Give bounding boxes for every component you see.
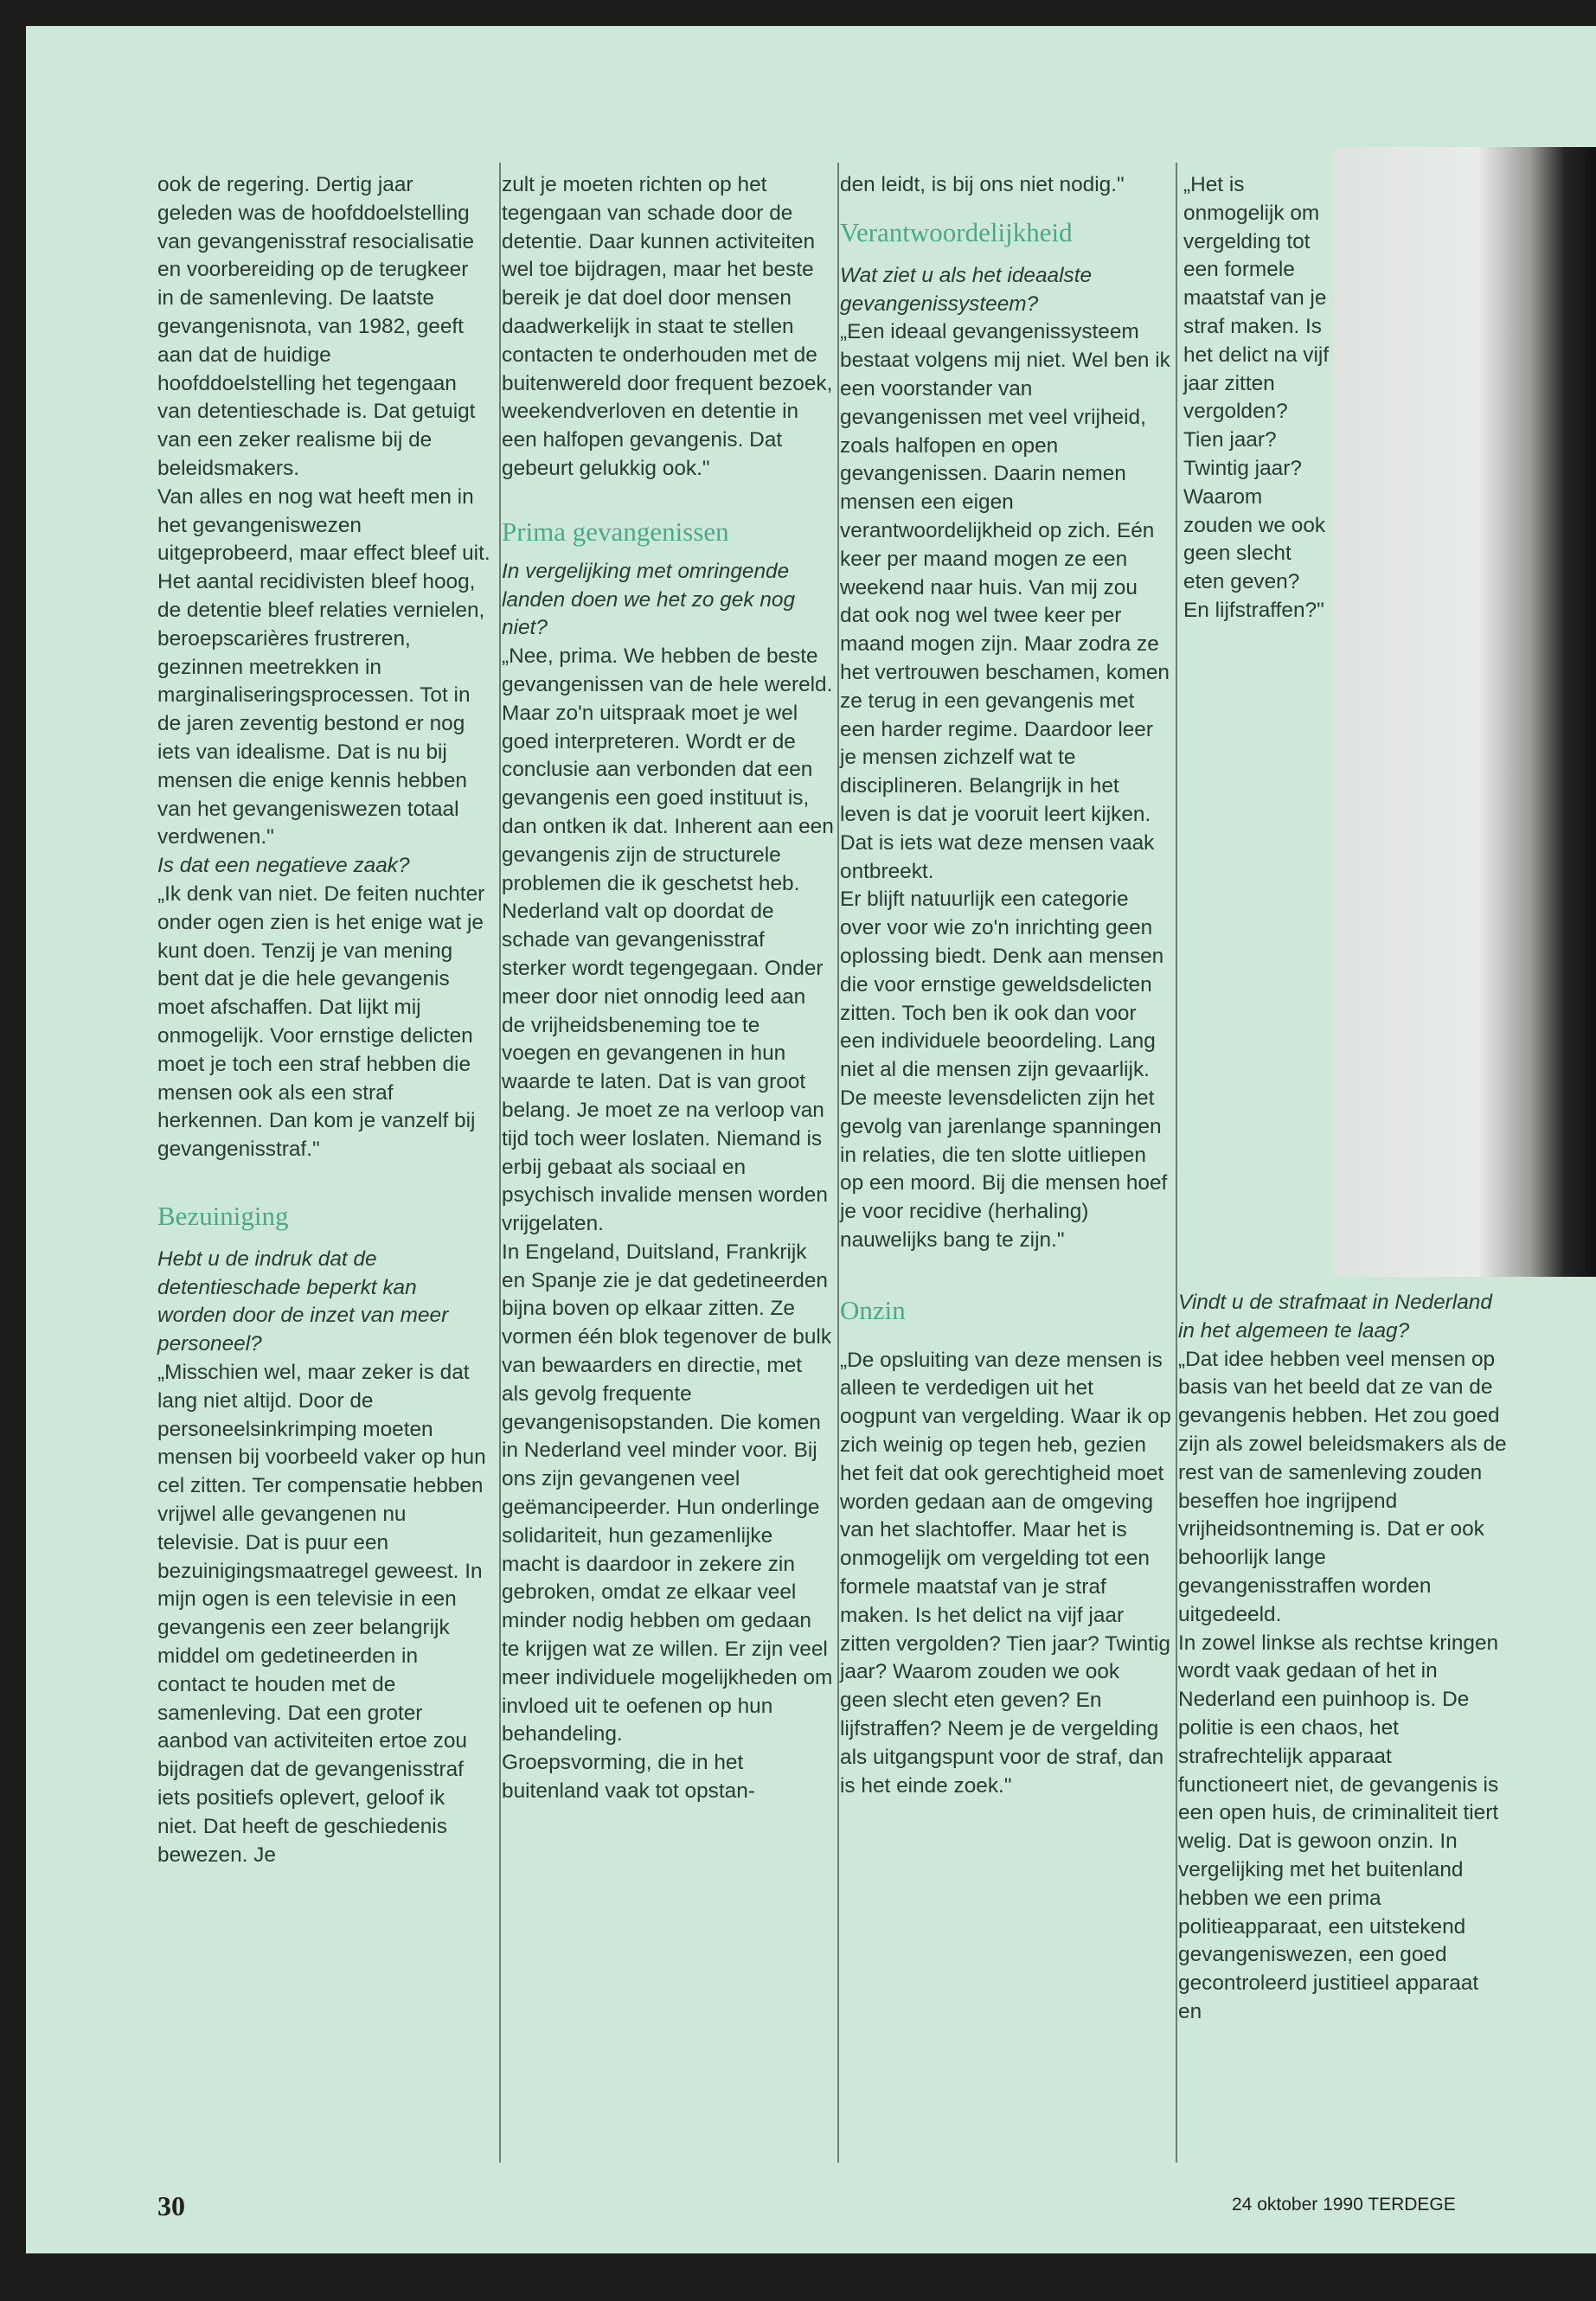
pull-quote: „Het is onmogelijk om vergelding tot een formele maatstaf van je straf maken. Is het delict na vijf jaar zitten vergolden? Tien jaar? Twintig jaar? Waarom zouden we ook geen slecht eten geven? En lijfstraffen?"	[1183, 173, 1330, 622]
column-rule	[1176, 163, 1177, 2163]
paragraph: „Misschien wel, maar zeker is dat lang niet altijd. Door de personeelsinkrimping moeten mensen bij voorbeeld vaker op hun cel zitten. Ter compensatie hebben vrijwel alle gevangenen nu televisie. Dat is puur een bezuinigingsmaatregel geweest. In mijn ogen is een televisie in een gevangenis een zeer belangrijk middel om gedetineerden in contact te houden met de samenleving. Dat een groter aanbod van activiteiten ertoe zou bijdragen dat de gevangenisstraf iets positiefs oplevert, geloof ik niet. Dat heeft de geschiedenis bewezen. Je	[157, 1361, 486, 1867]
paragraph: Nederland valt op doordat de schade van gevangenisstraf sterker wordt tegengegaan. Onder meer door niet onnodig leed aan de vrijheidsbeneming toe te voegen en gevangenen in hun waarde te laten. Dat is van groot belang. Je moet ze na verloop van tijd toch weer loslaten. Niemand is erbij gebaat als sociaal en psychisch invalide mensen worden vrijgelaten.	[502, 900, 828, 1236]
column-rule	[837, 163, 839, 2163]
paragraph: „De opsluiting van deze mensen is alleen te verdedigen uit het oogpunt van vergelding. Waar ik op zich weinig op tegen heb, gezien het feit dat ook gerechtigheid moet worden gedaan aan de omgeving van het slachtoffer. Maar het is onmogelijk om vergelding tot een formele maatstaf van je straf maken. Is het delict na vijf jaar zitten vergolden? Tien jaar? Twintig jaar? Waarom zouden we ook geen slecht eten geven? En lijfstraffen? Neem je de vergelding als uitgangspunt voor de straf, dan is het einde zoek."	[840, 1348, 1171, 1798]
section-heading: Prima gevangenissen	[502, 516, 729, 547]
portrait-photo	[1334, 147, 1596, 1277]
interview-question: Hebt u de indruk dat de detentieschade beperkt kan worden door de inzet van meer personeel?	[157, 1247, 449, 1356]
paragraph: „Ik denk van niet. De feiten nuchter onder ogen zien is het enige wat je kunt doen. Tenzij je van mening bent dat je die hele gevangenis moet afschaffen. Dat lijkt mij onmogelijk. Voor ernstige delicten moet je toch een straf hebben die mensen ook als een straf herkennen. Dan kom je vanzelf bij gevangenisstraf."	[157, 881, 485, 1162]
section-heading: Bezuiniging	[157, 1200, 289, 1231]
interview-question: In vergelijking met omringende landen doen we het zo gek nog niet?	[502, 559, 796, 640]
article-column-1	[157, 171, 490, 1869]
paragraph: ook de regering. Dertig jaar geleden was de hoofddoelstelling van gevangenisstraf resocialisatie en voorbereiding op de terugkeer in de samenleving. De laatste gevangenisnota, van 1982, geeft aan dat de huidige hoofddoelstelling het tegengaan van detentieschade is. Dat getuigt van een zeker realisme bij de beleidsmakers.	[157, 173, 476, 480]
paragraph: „Nee, prima. We hebben de beste gevangenissen van de hele wereld. Maar zo'n uitspraak moet je wel goed interpreteren. Wordt er de conclusie aan verbonden dat een gevangenis een goed instituut is, dan ontken ik dat. Inherent aan een gevangenis zijn de structurele problemen die ik geschetst heb.	[502, 644, 834, 895]
page-number: 30	[157, 2190, 185, 2221]
paragraph: In zowel linkse als rechtse kringen wordt vaak gedaan of het in Nederland een puinhoop is. De politie is een chaos, het strafrechtelijk apparaat functioneert niet, de gevangenis is een open huis, de criminaliteit tiert welig. Dat is gewoon onzin. In vergelijking met het buitenland hebben we een prima politieapparaat, een uitstekend gevangeniswezen, een goed gecontroleerd justitieel apparaat en	[1178, 1631, 1499, 2023]
paragraph: In Engeland, Duitsland, Frankrijk en Spanje zie je dat gedetineerden bijna boven op elkaar zitten. Ze vormen één blok tegenover de bulk van bewaarders en directie, met als gevolg frequente gevangenisopstanden. Die komen in Nederland veel minder voor. Bij ons zijn gevangenen veel geëmancipeerder. Hun onderlinge solidariteit, hun gezamenlijke macht is daardoor in zekere zin gebroken, omdat ze elkaar veel minder nodig hebben om gedaan te krijgen wat ze willen. Er zijn veel meer individuele mogelijkheden om invloed uit te oefenen op hun behandeling.	[502, 1240, 833, 1747]
article-column-2	[502, 171, 834, 1806]
section-heading: Verantwoordelijkheid	[840, 216, 1073, 247]
paragraph: „Een ideaal gevangenissysteem bestaat volgens mij niet. Wel ben ik een voorstander van gevangenissen met veel vrijheid, zoals halfopen en open gevangenissen. Daarin nemen mensen een eigen verantwoordelijkheid op zich. Eén keer per maand mogen ze een weekend naar huis. Van mij zou dat ook nog wel twee keer per maand mogen zijn. Maar zodra ze het vertrouwen beschamen, komen ze terug in een gevangenis met een harder regime. Daardoor leer je mensen zichzelf wat te disciplineren. Belangrijk in het leven is dat je vooruit leert kijken. Dat is iets wat deze mensen vaak ontbreekt.	[840, 320, 1170, 883]
article-column-3	[840, 171, 1172, 1800]
section-heading: Onzin	[840, 1294, 906, 1325]
interview-question: Is dat een negatieve zaak?	[157, 854, 410, 878]
paragraph: Van alles en nog wat heeft men in het gevangeniswezen uitgeprobeerd, maar effect bleef uit. Het aantal recidivisten bleef hoog, de detentie bleef relaties vernielen, beroepscarières frustreren, gezinnen meetrekken in marginaliseringsprocessen. Tot in de jaren zeventig bestond er nog iets van idealisme. Dat is nu bij mensen die enige kennis hebben van het gevangeniswezen totaal verdwenen."	[157, 484, 490, 849]
paragraph: Groepsvorming, die in het buitenland vaak tot opstan-	[502, 1751, 755, 1804]
issue-footer: 24 oktober 1990 TERDEGE	[1232, 2195, 1456, 2214]
paragraph: „Dat idee hebben veel mensen op basis van het beeld dat ze van de gevangenis hebben. Het zou goed zijn als zowel beleidsmakers als de rest van de samenleving zouden beseffen hoe ingrijpend vrijheidsontneming is. Dat er ook behoorlijk lange gevangenisstraffen worden uitgedeeld.	[1178, 1347, 1507, 1626]
interview-question: Vindt u de strafmaat in Nederland in het algemeen te laag?	[1178, 1291, 1492, 1343]
paragraph: den leidt, is bij ons niet nodig."	[840, 173, 1125, 196]
column-rule	[499, 163, 501, 2163]
paragraph: Er blijft natuurlijk een categorie over voor wie zo'n inrichting geen oplossing biedt. Denk aan mensen die voor ernstige geweldsdelicten zitten. Toch ben ik ook dan voor een individuele beoordeling. Lang niet al die mensen zijn gevaarlijk. De meeste levensdelicten zijn het gevolg van jarenlange spanningen in relaties, die ten slotte uitliepen op een moord. Bij die mensen hoef je voor recidive (herhaling) nauwelijks bang te zijn."	[840, 888, 1168, 1252]
paragraph: zult je moeten richten op het tegengaan van schade door de detentie. Daar kunnen activiteiten wel toe bijdragen, maar het beste bereik je dat doel door mensen daadwerkelijk in staat te stellen contacten te onderhouden met de buitenwereld door frequent bezoek, weekendverloven en detentie in een halfopen gevangenis. Dat gebeurt gelukkig ook."	[502, 173, 833, 480]
article-column-4	[1178, 1289, 1507, 2027]
interview-question: Wat ziet u als het ideaalste gevangenissysteem?	[840, 263, 1093, 316]
magazine-page	[26, 26, 1596, 2253]
